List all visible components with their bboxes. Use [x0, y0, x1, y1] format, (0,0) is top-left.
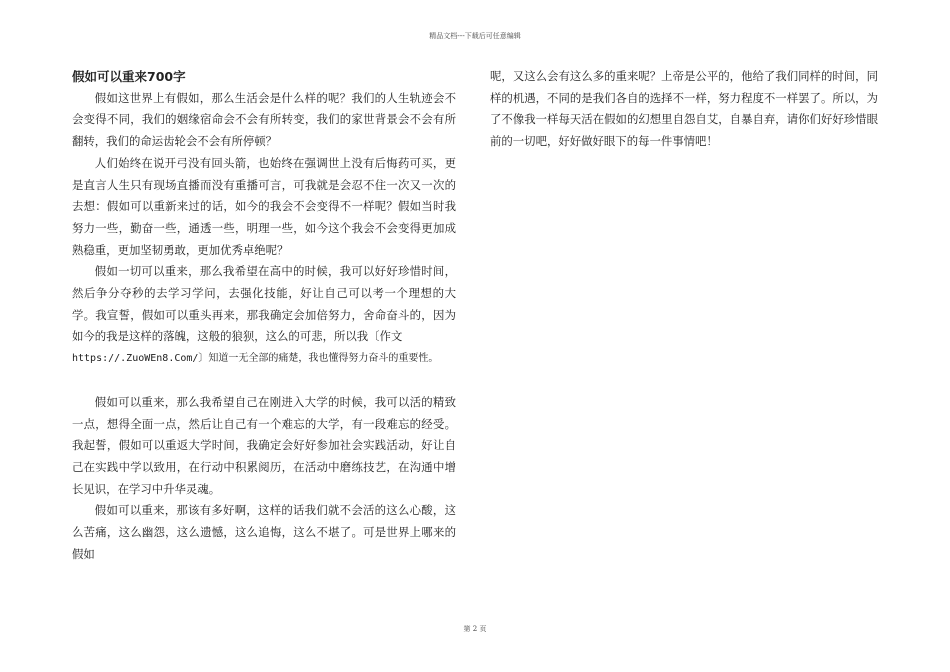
paragraph-1: 假如这世界上有假如，那么生活会是什么样的呢？我们的人生轨迹会不会变得不同，我们的姻缘宿命会不会有所转变，我们的家世背景会不会有所翻转，我们的命运齿轮会不会有所停顿？ — [72, 90, 456, 149]
paragraph-gap — [72, 370, 456, 392]
paragraph-5-continued: 呢，又这么会有这么多的重来呢？上帝是公平的，他给了我们同样的时间，同样的机遇，不同的是我们各自的选择不一样，努力程度不一样罢了。所以，为了不像我一样每天活在假如的幻想里自怨自艾，自暴自弃，请你们好好珍惜眼前的一切吧，好好做好眼下的每一件事情吧！ — [490, 69, 878, 149]
paragraph-5: 假如可以重来，那该有多好啊，这样的话我们就不会活的这么心酸，这么苦痛，这么幽怨，这么遗憾，这么追悔，这么不堪了。可是世界上哪来的假如 — [72, 503, 456, 561]
left-column — [72, 66, 456, 565]
paragraph-3-url-line: https://.ZuoWEn8.Com/〕知道一无全部的痛楚，我也懂得努力奋斗的重要性。 — [72, 353, 439, 365]
article-title: 假如可以重来700字 — [72, 69, 186, 84]
paragraph-4: 假如可以重来，那么我希望自己在刚进入大学的时候，我可以活的精致一点，想得全面一点，然后让自己有一个难忘的大学，有一段难忘的经受。我起誓，假如可以重返大学时间，我确定会好好参加社会实践活动，好让自己在实践中学以致用，在行动中积累阅历，在活动中磨练技艺，在沟通中增长见识，在学习中升华灵魂。 — [72, 394, 456, 496]
paragraph-2: 人们始终在说开弓没有回头箭，也始终在强调世上没有后悔药可买，更是直言人生只有现场直播而没有重播可言，可我就是会忍不住一次又一次的去想：假如可以重新来过的话，如今的我会不会变得不一样呢？假如当时我努力一些，勤奋一些，通透一些，明理一些，如今这个我会不会变得更加成熟稳重，更加坚韧勇敢，更加优秀卓绝呢？ — [72, 155, 456, 257]
page-number: 第 2 页 — [463, 625, 487, 633]
right-column — [490, 66, 878, 153]
paragraph-3: 假如一切可以重来，那么我希望在高中的时候，我可以好好珍惜时间，然后争分夺秒的去学习学问，去强化技能，好让自己可以考一个理想的大学。我宣誓，假如可以重头再来，那我确定会加倍努力，舍命奋斗的，因为如今的我是这样的落魄，这般的狼狈，这么的可悲，所以我〔作文 — [72, 264, 456, 344]
page-header: 精品文档---下载后可任意编辑 — [429, 32, 521, 40]
